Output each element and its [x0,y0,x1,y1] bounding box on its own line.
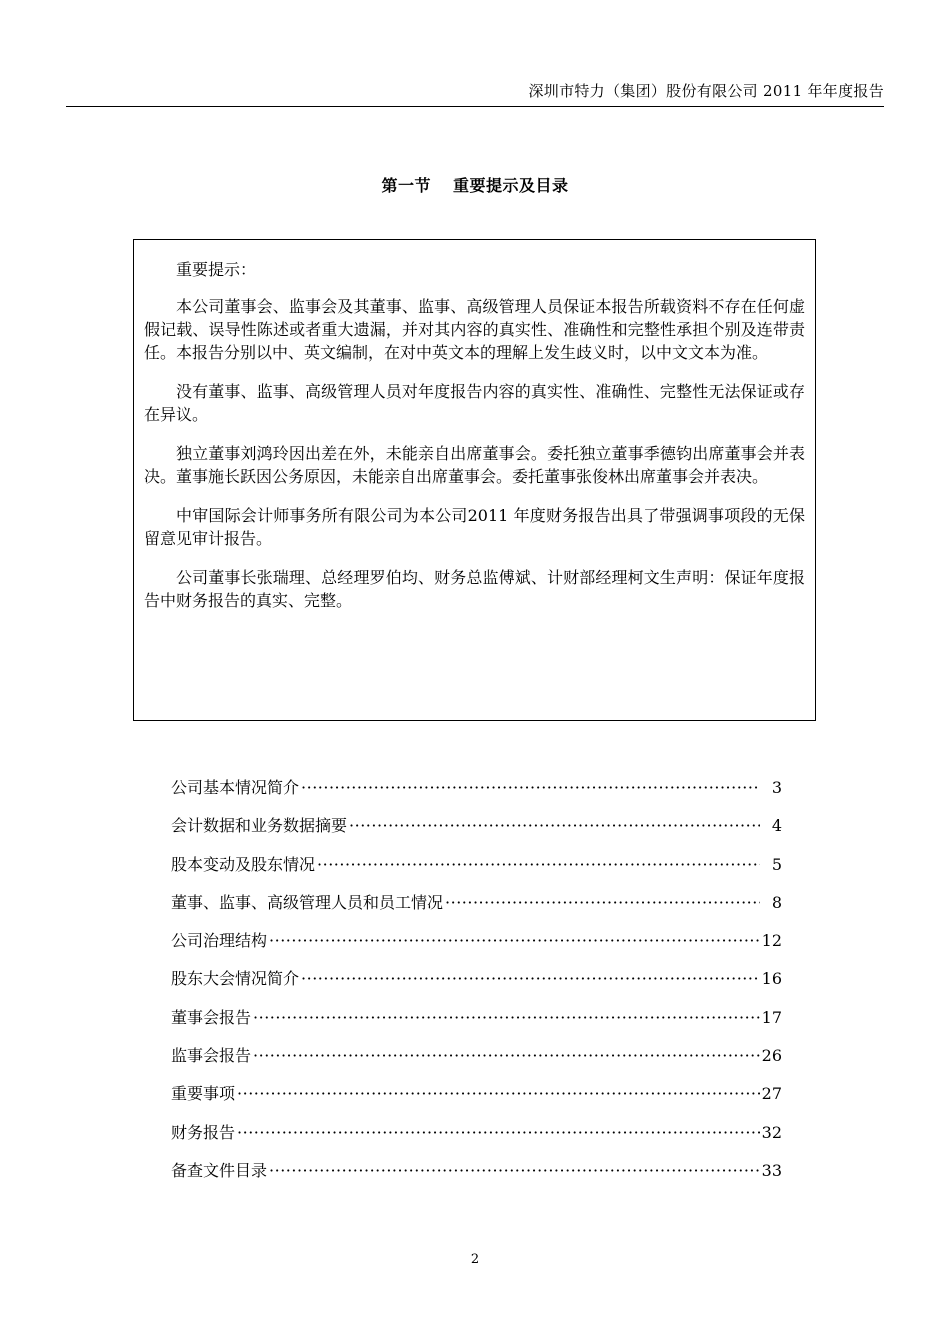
toc-entry[interactable] [171,775,782,813]
toc-entry[interactable] [171,1120,782,1158]
page-number: 2 [470,1252,480,1267]
toc-entry-label: 监事会报告 [171,1046,252,1066]
toc-leader-dots [253,1008,760,1027]
toc-entry-label: 财务报告 [171,1122,236,1142]
toc-leader-dots [269,931,760,950]
toc-leader-dots [237,1123,760,1142]
toc-entry-label: 公司基本情况简介 [171,778,300,797]
toc-entry-label: 公司治理结构 [171,931,268,951]
toc-entry[interactable] [171,966,782,1004]
section-number: 第一节 [381,176,431,195]
toc-entry-page: 8 [771,892,782,912]
toc-entry[interactable] [171,1005,782,1043]
toc-entry-label: 备查文件目录 [171,1160,268,1180]
important-notice-box [133,239,816,721]
toc-entry-page: 3 [771,778,782,797]
toc-leader-dots [301,778,760,797]
section-heading: 重要提示及目录 [453,176,569,195]
toc-leader-dots [237,1084,760,1103]
toc-leader-dots [317,855,760,874]
toc-entry-page: 32 [761,1122,782,1142]
running-header: 深圳市特力（集团）股份有限公司 2011 年年度报告 [528,82,884,100]
toc-entry-page: 26 [761,1046,782,1066]
toc-entry-page: 4 [771,816,782,836]
header-divider [66,106,884,107]
toc-entry-page: 5 [771,854,782,874]
notice-paragraph: 没有董事、监事、高级管理人员对年度报告内容的真实性、准确性、完整性无法保证或存在异议。 [144,382,805,424]
toc-leader-dots [445,893,760,912]
toc-entry[interactable] [171,813,782,851]
notice-paragraph: 中审国际会计师事务所有限公司为本公司2011 年度财务报告出具了带强调事项段的无保留意见审计报告。 [144,506,805,548]
toc-leader-dots [301,969,760,988]
toc-entry-label: 董事会报告 [171,1007,252,1027]
toc-entry[interactable] [171,1158,782,1196]
toc-entry-label: 股东大会情况简介 [171,969,300,989]
toc-entry-label: 股本变动及股东情况 [171,854,316,874]
toc-entry-label: 董事、监事、高级管理人员和员工情况 [171,892,444,912]
toc-entry-page: 17 [761,1007,782,1027]
toc-leader-dots [253,1046,760,1065]
notice-paragraph: 独立董事刘鸿玲因出差在外，未能亲自出席董事会。委托独立董事季德钧出席董事会并表决。董事施长跃因公务原因，未能亲自出席董事会。委托董事张俊林出席董事会并表决。 [144,444,805,486]
toc-entry-label: 会计数据和业务数据摘要 [171,816,348,836]
notice-heading: 重要提示： [176,260,257,279]
toc-leader-dots [269,1161,760,1180]
toc-entry-page: 16 [761,969,782,989]
toc-leader-dots [349,816,760,835]
toc-entry-page: 27 [761,1084,782,1104]
toc-entry[interactable] [171,928,782,966]
toc-entry-page: 33 [761,1160,782,1180]
toc-entry[interactable] [171,1081,782,1119]
toc-entry[interactable] [171,1043,782,1081]
notice-paragraph: 公司董事长张瑞理、总经理罗伯均、财务总监傅斌、计财部经理柯文生声明：保证年度报告中财务报告的真实、完整。 [144,568,805,610]
toc-entry[interactable] [171,890,782,928]
table-of-contents [171,775,782,1196]
toc-entry-label: 重要事项 [171,1084,236,1104]
toc-entry[interactable] [171,852,782,890]
notice-paragraph: 本公司董事会、监事会及其董事、监事、高级管理人员保证本报告所载资料不存在任何虚假记载、误导性陈述或者重大遗漏，并对其内容的真实性、准确性和完整性承担个别及连带责任。本报告分别以中、英文编制，在对中英文本的理解上发生歧义时，以中文文本为准。 [144,297,805,362]
toc-entry-page: 12 [761,931,782,951]
section-title [0,173,950,196]
